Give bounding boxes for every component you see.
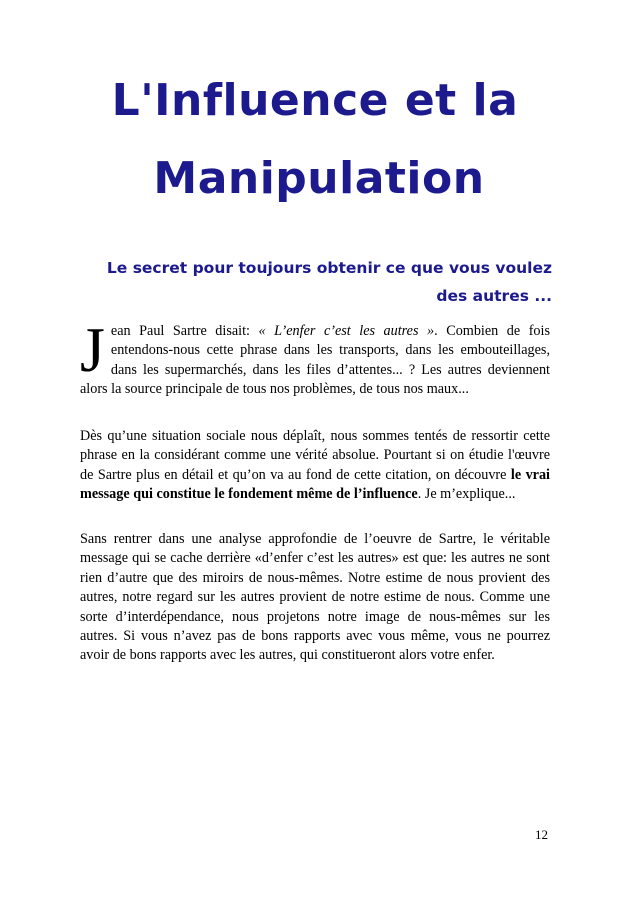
subtitle-line-2: des autres ... bbox=[436, 287, 552, 305]
paragraph-2-end: . Je m’explique... bbox=[417, 486, 516, 503]
paragraph-1 bbox=[80, 314, 550, 400]
page-title-line-1: L'Influence et la bbox=[111, 75, 519, 126]
paragraph-3: Sans rentrer dans une analyse approfondie de l’oeuvre de Sartre, le véritable message qui se cache derrière «d’enfer c’est les autres» est que: les autres ne sont rien d’autre que des miroirs de nous-mêmes. Notre estime de nous provient des autres, notre regard sur les autres provient de notre estime de nous. Comme une sorte d’interdépendance, nous projetons notre image de nous-mêmes sur les autres. Si vous n’avez pas de bons rapports avec vous même, vous ne pourrez avoir de bons rapports avec les autres, qui constitueront alors votre enfer. bbox=[80, 531, 550, 664]
paragraph-1-intro: ean Paul Sartre disait: bbox=[110, 323, 259, 339]
paragraph-2-bold: le vrai message qui constitue le fondement même de l’influence bbox=[80, 466, 550, 503]
page-number: 12 bbox=[535, 827, 548, 842]
paragraph-2 bbox=[80, 427, 550, 505]
sartre-quote: « L’enfer c’est les autres » bbox=[258, 323, 435, 339]
subtitle-line-1: Le secret pour toujours obtenir ce que vous voulez bbox=[106, 259, 552, 277]
drop-cap: J bbox=[80, 314, 105, 385]
paragraph-1-rest: . Combien de fois entendons-nous cette phrase dans les transports, dans les embouteillages, dans les supermarchés, dans les files d’attentes... ? Les autres deviennent alors la source principale de tous nos problèmes, de tous nos maux... bbox=[80, 323, 550, 398]
page-title-line-2: Manipulation bbox=[153, 153, 485, 204]
paragraph-2-start: Dès qu’une situation sociale nous déplaît, nous sommes tentés de ressortir cette phrase en la considérant comme une vérité absolue. Pourtant si on étudie l'œuvre de Sartre plus en détail et qu’on va au fond de cette citation, on découvre bbox=[80, 428, 550, 483]
